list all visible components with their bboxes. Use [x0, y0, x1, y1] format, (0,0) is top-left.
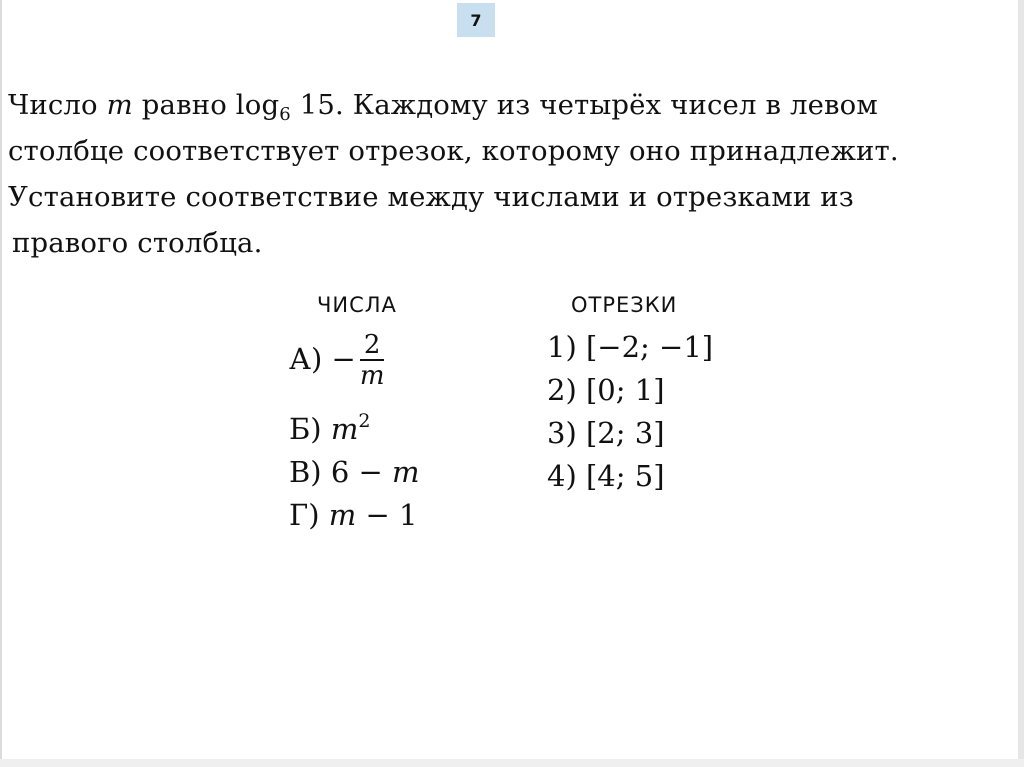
number-label: Г) — [289, 498, 320, 532]
variable-m: m — [330, 412, 359, 446]
log-base: 6 — [279, 104, 291, 125]
number-item-b — [289, 412, 370, 446]
task-text-log: равно log — [132, 89, 280, 121]
slide-number: 7 — [470, 10, 482, 30]
expression-suffix: − 1 — [356, 498, 418, 532]
task-statement — [8, 82, 1016, 266]
segment-value: [4; 5] — [585, 459, 665, 493]
exponent: 2 — [358, 410, 371, 432]
number-item-v — [289, 455, 420, 489]
segment-item-1 — [547, 330, 713, 364]
task-line-4: правого столбца. — [12, 227, 263, 259]
task-line-1 — [8, 82, 1016, 128]
segments-header: ОТРЕЗКИ — [571, 293, 678, 317]
task-line-3: Установите соответствие между числами и отрезками из — [8, 181, 854, 213]
task-text: Число — [8, 89, 107, 121]
number-item-g — [289, 498, 417, 532]
variable-m: m — [106, 89, 133, 121]
number-label: В) — [289, 455, 322, 489]
slide-frame-left — [0, 0, 2, 767]
segment-label: 1) — [547, 330, 577, 364]
slide-frame-right — [1018, 0, 1024, 767]
slide-frame-bottom — [0, 759, 1024, 767]
expression-prefix: 6 − — [330, 455, 393, 489]
minus-sign: − — [331, 342, 356, 376]
segment-label: 2) — [547, 373, 577, 407]
number-item-a — [289, 331, 384, 391]
slide-number-badge — [457, 3, 495, 37]
segment-label: 4) — [547, 459, 577, 493]
segment-value: [−2; −1] — [585, 330, 714, 364]
fraction-numerator: 2 — [360, 331, 385, 361]
task-line-2: столбце соответствует отрезок, которому оно принадлежит. — [8, 135, 899, 167]
segment-item-4 — [547, 459, 665, 493]
segment-item-2 — [547, 373, 665, 407]
number-label: А) — [289, 342, 323, 376]
variable-m: m — [392, 455, 420, 489]
task-text: 15. Каждому из четырёх чисел в левом — [290, 89, 878, 121]
segment-label: 3) — [547, 416, 577, 450]
segment-value: [0; 1] — [585, 373, 665, 407]
number-label: Б) — [289, 412, 322, 446]
fraction-denominator: m — [359, 361, 385, 391]
segment-item-3 — [547, 416, 665, 450]
numbers-header: ЧИСЛА — [317, 293, 397, 317]
variable-m: m — [328, 498, 357, 532]
segment-value: [2; 3] — [585, 416, 665, 450]
fraction — [360, 331, 385, 391]
